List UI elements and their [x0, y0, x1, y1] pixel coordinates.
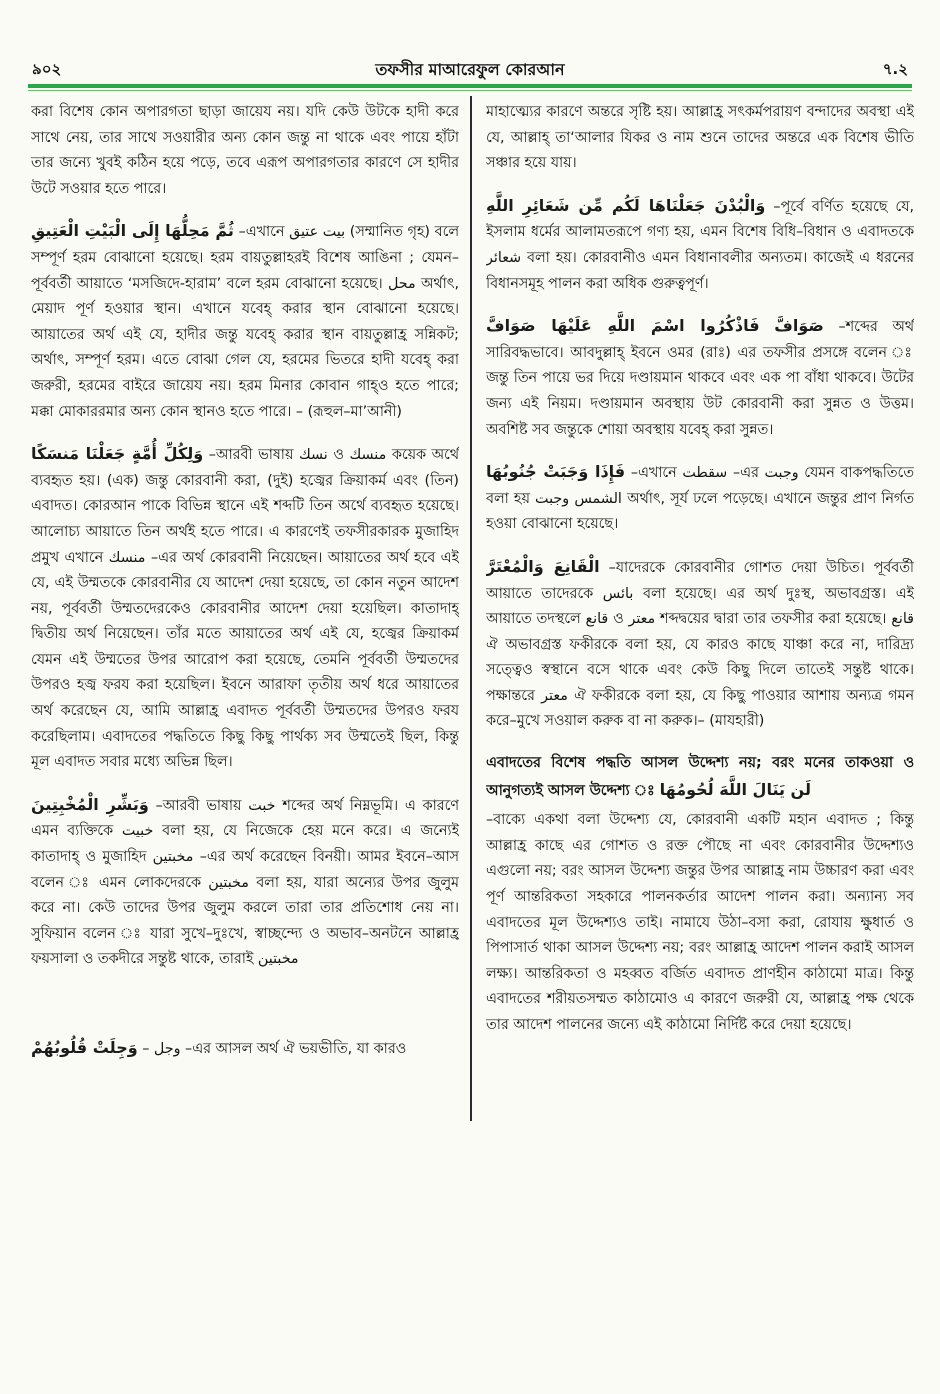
arabic-verse: وَبَشِّرِ الْمُخْبِتِينَ	[31, 794, 149, 814]
paragraph-text: –এখানে بيت عتيق (সম্মানিত গৃহ) বলে সম্পূর্ণ হরম বোঝানো হয়েছে। হরম বায়তুল্লাহরই বিশেষ আঙিনা ; যেমন–পূর্ববর্তী আয়াতে ‘মসজিদে-হারাম’ বলে হরম বোঝানো হয়েছে। محل অর্থাৎ, মেয়াদ পূর্ণ হওয়ার স্থান। এখানে যবেহ্ করার স্থান বোঝানো হয়েছে। আয়াতের অর্থ এই যে, হাদীর জন্তু যবেহ্ করার স্থান বায়তুল্লাহ্র সন্নিকট; অর্থাৎ, সম্পূর্ণ হরম। এতে বোঝা গেল যে, হরমের ভিতরে হাদী যবেহ্ করা জরুরী, হরমের বাইরে জায়েয নয়। হরম মিনার কোবান গাহ্ও হতে পারে; মক্কা মোকাররমার অন্য কোন স্থানও হতে পারে। – (রূহুল–মা’আনী)	[31, 224, 459, 420]
right-column	[486, 100, 914, 1370]
page-number-left: ৯০২	[32, 60, 62, 78]
spacer	[486, 183, 914, 193]
arabic-verse: لَن يَنَالَ اللَّهَ لُحُومُهَا	[659, 779, 811, 799]
left-column	[31, 100, 459, 1370]
arabic-verse: وَجِلَتْ قُلُوبُهُمْ	[31, 1038, 138, 1057]
arabic-verse: وَلِكُلِّ أُمَّةٍ جَعَلْنَا مَنسَكًا	[31, 444, 204, 464]
paragraph	[31, 441, 459, 776]
paragraph-text: –আরবী ভাষায় نسك ও منسك কয়েক অর্থে ব্যবহৃত হয়। (এক) জন্তু কোরবানী করা, (দুই) হজ্বের ক্রিয়াকর্ম এবং (তিন) এবাদত। কোরআন পাকে বিভিন্ন স্থানে এই শব্দটি তিন অর্থে ব্যবহৃত হয়েছে। আলোচ্য আয়াতে তিন অর্থই হতে পারে। এ কারণেই তফসীরকারক মুজাহিদ প্রমুখ এখানে منسك –এর অর্থ কোরবানী নিয়েছেন। আয়াতের অর্থ হবে এই যে, এই উম্মতকে কোরবানীর যে আদেশ দেয়া হয়েছে, তা কোন নতুন আদেশ নয়, পূর্ববর্তী উম্মতদেরকেও কোরবানীর আদেশ দেয়া হয়েছিল। কাতাদাহ্ দ্বিতীয় অর্থ নিয়েছেন। তাঁর মতে আয়াতের অর্থ এই যে, হজ্বের ক্রিয়াকর্ম যেমন এই উম্মতের উপর আরোপ করা হয়েছে, তেমনি পূর্ববর্তী উম্মতদের উপরও হজ্ব ফরয করা হয়েছিল। ইবনে আরাফা তৃতীয় অর্থ ধরে আয়াতের অর্থ করেছেন যে, আমি আল্লাহ্র এবাদত পূর্ববর্তী উম্মতদের উপরও ফরয করেছিলাম। এবাদতের পদ্ধতিতে কিছু কিছু পার্থক্য সব উম্মতেই ছিল, কিন্তু মূল এবাদত সবার মধ্যে অভিন্ন ছিল।	[31, 447, 459, 771]
arabic-verse: الْقَانِعَ وَالْمُعْتَرَّ	[486, 556, 600, 576]
spacer	[486, 303, 914, 313]
running-title: তফসীর মাআরেফুল কোরআন	[375, 60, 565, 79]
paragraph-text: –পূর্বে বর্ণিত হয়েছে যে, ইসলাম ধর্মের আলামতরূপে গণ্য হয়, এমন বিশেষ বিধি–বিধান ও এবাদতকে شعائر বলা হয়। কোরবানীও এমন বিধানাবলীর অন্যতম। কাজেই এ ধরনের বিধানসমূহ পালন করা অধিক গুরুত্বপূর্ণ।	[486, 198, 914, 292]
paragraph	[486, 459, 914, 538]
spacer	[31, 431, 459, 441]
spacer	[31, 979, 459, 1035]
paragraph: –বাক্যে একথা বলা উদ্দেশ্য যে, কোরবানী একটি মহান এবাদত ; কিন্তু আল্লাহ্র কাছে এর গোশত ও রক্ত পৌছে না এবং কোরবানীর উদ্দেশ্যও এগুলো নয়; বরং আসল উদ্দেশ্য জন্তুর উপর আল্লাহ্র নাম উচ্চারণ করা এবং পূর্ণ আন্তরিকতা সহকারে পালনকর্তার আদেশ পালন করা। অন্যান্য সব এবাদতের মূল উদ্দেশ্যও তাই। নামাযে উঠা–বসা করা, রোযায় ক্ষুধার্ত ও পিপাসার্ত থাকা আসল উদ্দেশ্য নয়; বরং আল্লাহ্র আদেশ পালন করাই আসল লক্ষ্য। আন্তরিকতা ও মহব্বত বর্জিত এবাদত প্রাণহীন কাঠামো মাত্র। কিন্তু এবাদতের শরীয়তসম্মত কাঠামোও এ কারণে জরুরী যে, আল্লাহ্র পক্ষ থেকে তার আদেশ পালনের জন্যে এই কাঠামো নির্দিষ্ট করে দেয়া হয়েছে।	[486, 812, 914, 1033]
paragraph-text: – وجل –এর আসল অর্থ ঐ ভয়ভীতি, যা কারও	[142, 1041, 407, 1057]
paragraph-text: –এখানে سقطت –এর وجبت যেমন বাকপদ্ধতিতে বলা হয় الشمس وجبت অর্থাৎ, সূর্য ঢলে পড়েছে। এখানে জন্তুর প্রাণ নির্গত হওয়া বোঝানো হয়েছে।	[486, 465, 914, 533]
arabic-verse: فَاذْكُرُوا اسْمَ اللَّهِ عَلَيْهَا صَوَافَّ	[486, 316, 760, 336]
paragraph	[486, 193, 914, 297]
paragraph	[486, 313, 914, 443]
paragraph-text: –শব্দের অর্থ সারিবদ্ধভাবে। আবদুল্লাহ্ ইবনে ওমর (রাঃ) এর তফসীর প্রসঙ্গে বলেন ঃ জন্তু তিন পায়ে ভর দিয়ে দণ্ডায়মান থাকবে এবং এক পা বাঁধা থাকবে। উটের জন্য এই নিয়ম। দণ্ডায়মান অবস্থায় উট কোরবানী করা সুন্নত ও উত্তম। অবশিষ্ট সব জন্তুকে শোয়া অবস্থায় যবেহ্ করা সুন্নত।	[486, 319, 914, 438]
section-heading	[486, 751, 914, 804]
spacer	[31, 782, 459, 792]
paragraph	[31, 1035, 459, 1063]
spacer	[486, 741, 914, 751]
spacer	[31, 208, 459, 218]
header-rule	[28, 84, 912, 88]
section-heading-text: এবাদতের বিশেষ পদ্ধতি আসল উদ্দেশ্য নয়; বরং মনের তাকওয়া ও আনুগত্যই আসল উদ্দেশ্য ঃ	[486, 755, 914, 799]
header-rule-thin	[28, 90, 912, 91]
arabic-word: صَوَافَّ	[774, 316, 824, 336]
paragraph: মাহাত্ম্যের কারণে অন্তরে সৃষ্টি হয়। আল্লাহ্র সৎকর্মপরায়ণ বন্দাদের অবস্থা এই যে, আল্লাহ্ তা‘আলার যিকর ও নাম শুনে তাদের অন্তরে এক বিশেষ ভীতি সঞ্চার হয়ে যায়।	[486, 104, 914, 172]
paragraph	[486, 554, 914, 735]
paragraph: করা বিশেষ কোন অপারগতা ছাড়া জায়েয নয়। যদি কেউ উটকে হাদী করে সাথে নেয়, তার সাথে সওয়ারীর অন্য কোন জন্তু না থাকে এবং পায়ে হাঁটা তার জন্যে খুবই কঠিন হয়ে পড়ে, তবে এরূপ অপারগতার কারণে সে হাদীর উটে সওয়ার হতে পারে।	[31, 104, 459, 197]
paragraph	[31, 218, 459, 425]
spacer	[486, 544, 914, 554]
arabic-verse: ثُمَّ مَحِلُّهَا إِلَى الْبَيْتِ الْعَتِيقِ	[31, 221, 234, 241]
paragraph	[31, 792, 459, 973]
arabic-verse: فَإِذَا وَجَبَتْ جُنُوبُهَا	[486, 462, 626, 482]
arabic-verse: وَالْبُدْنَ جَعَلْنَاهَا لَكُم مِّن شَعَائِرِ اللَّهِ	[486, 195, 766, 215]
paragraph-text: –যাদেরকে কোরবানীর গোশত দেয়া উচিত। পূর্ববর্তী আয়াতে তাদেরকে بائس বলা হয়েছে। এর অর্থ দুঃস্থ, অভাবগ্রস্ত। এই আয়াতে তদস্থলে قانع ও معتر শব্দদ্বয়ের দ্বারা তার তফসীর করা হয়েছে। قانع ঐ অভাবগ্রস্ত ফকীরকে বলা হয়, যে কারও কাছে যাঞ্চা করে না, দারিদ্র্য সত্ত্বেও স্বস্থানে বসে থাকে এবং কেউ কিছু দিলে তাতেই সন্তুষ্ট থাকে। পক্ষান্তরে معتر ঐ ফকীরকে বলা হয়, যে কিছু পাওয়ার আশায় অন্যত্র গমন করে–মুখে সওয়াল করুক বা না করুক।– (মাযহারী)	[486, 559, 914, 730]
page-header	[0, 0, 940, 95]
page-number-right: ৭.২	[882, 60, 908, 78]
paragraph-text: –আরবী ভাষায় خبت শব্দের অর্থ নিম্নভূমি। এ কারণে এমন ব্যক্তিকে خبيت বলা হয়, যে নিজেকে হেয় মনে করে। এ জন্যেই কাতাদাহ্ ও মুজাহিদ مخبتين –এর অর্থ করেছেন বিনয়ী। আমর ইবনে–আস বলেন ঃ এমন লোকদেরকে مخبتين বলা হয়, যারা অন্যের উপর জুলুম করে না। কেউ তাদের উপর জুলুম করলে তারা তার প্রতিশোধ নেয় না। সুফিয়ান বলেন ঃ যারা সুখে–দুঃখে, স্বাচ্ছন্দ্যে ও অভাব–অনটনে আল্লাহ্র ফয়সালা ও তকদীরে সন্তুষ্ট থাকে, তারাই مخبتين	[31, 797, 459, 968]
spacer	[486, 449, 914, 459]
column-divider	[470, 96, 472, 1121]
